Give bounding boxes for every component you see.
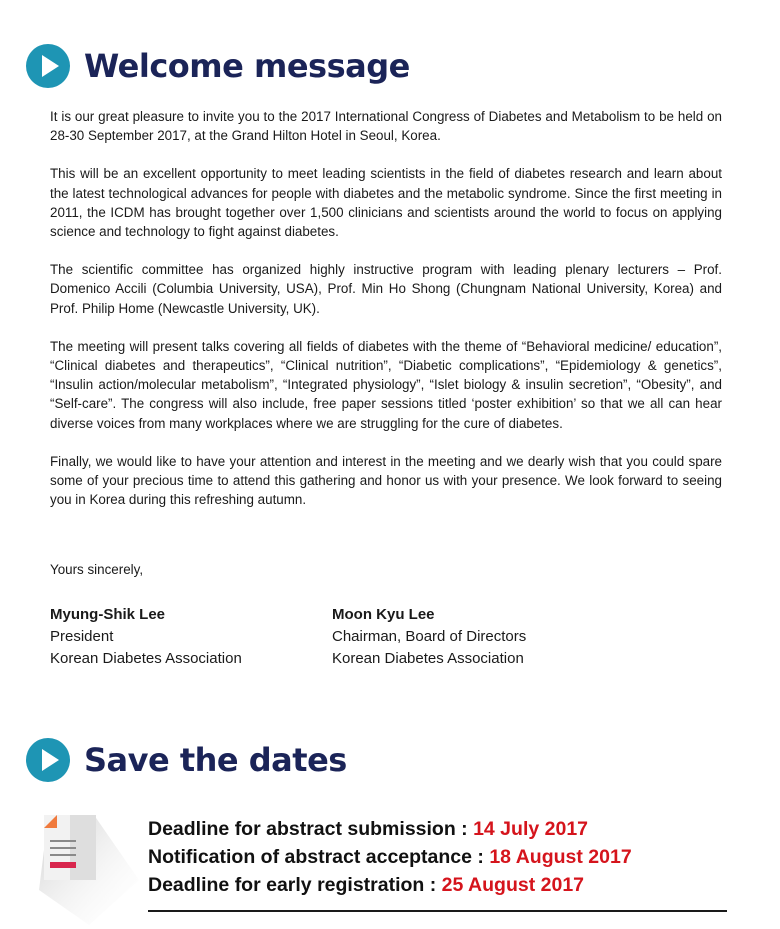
date-value: 14 July 2017 [473, 818, 589, 840]
welcome-body [50, 107, 722, 528]
closing-salutation: Yours sincerely, [50, 562, 144, 577]
play-circle-icon [26, 738, 70, 782]
date-item-early-registration [148, 871, 632, 899]
signer-organization: Korean Diabetes Association [50, 650, 242, 667]
signer-name: Myung-Shik Lee [50, 606, 166, 623]
date-label: Deadline for early registration : [148, 874, 442, 896]
paragraph-closing: Finally, we would like to have your attention and interest in the meeting and we dearly wish that you could spare some of your precious time to attend this gathering and honor us with your presence. We look forward to seeing you in Korea during this refreshing autumn. [50, 453, 722, 508]
save-dates-title: Save the dates [84, 741, 347, 779]
divider-line [148, 910, 727, 912]
signer-president [50, 604, 242, 670]
key-dates-list [148, 815, 632, 899]
signer-chairman [332, 604, 526, 670]
date-value: 25 August 2017 [441, 874, 585, 896]
save-dates-heading [26, 738, 347, 782]
welcome-heading [26, 44, 410, 88]
date-label: Deadline for abstract submission : [148, 818, 474, 840]
date-value: 18 August 2017 [489, 846, 632, 868]
play-circle-icon [26, 44, 70, 88]
paragraph-invitation: It is our great pleasure to invite you to the 2017 International Congress of Diabetes and Metabolism to be held on 28-30 September 2017, at the Grand Hilton Hotel in Seoul, Korea. [50, 109, 722, 144]
signer-role: President [50, 628, 114, 645]
paragraph-committee: The scientific committee has organized highly instructive program with leading plenary lecturers – Prof. Domenico Accili (Columbia University, USA), Prof. Min Ho Shong (Chungnam National University, Korea) and Prof. Philip Home (Newcastle University, UK). [50, 262, 722, 316]
signer-role: Chairman, Board of Directors [332, 628, 527, 645]
paragraph-opportunity: This will be an excellent opportunity to meet leading scientists in the field of diabetes research and learn about the latest technological advances for people with diabetes and the metabolic syndrome. Since the first meeting in 2011, the ICDM has brought together over 1,500 clinicians and scientists around the world to focus on applying science and technology to fight against diabetes. [50, 166, 722, 240]
date-label: Notification of abstract acceptance : [148, 846, 490, 868]
document-icon [34, 810, 144, 925]
welcome-title: Welcome message [84, 47, 410, 85]
signer-name: Moon Kyu Lee [332, 606, 435, 623]
date-item-abstract-submission [148, 815, 632, 843]
signer-organization: Korean Diabetes Association [332, 650, 524, 667]
date-item-abstract-notification [148, 843, 632, 871]
paragraph-topics: The meeting will present talks covering all fields of diabetes with the theme of “Behavioral medicine/ education”, “Clinical diabetes and therapeutics”, “Clinical nutrition”, “Diabetic complications”, “Epidemiology & genetics”, “Insulin action/molecular metabolism”, “Integrated physiology”, “Islet biology & insulin secretion”, “Obesity”, and “Self-care”. The congress will also include, free paper sessions titled ‘poster exhibition’ so that we all can hear diverse voices from many workplaces where we are struggling for the cure of diabetes. [50, 338, 722, 431]
